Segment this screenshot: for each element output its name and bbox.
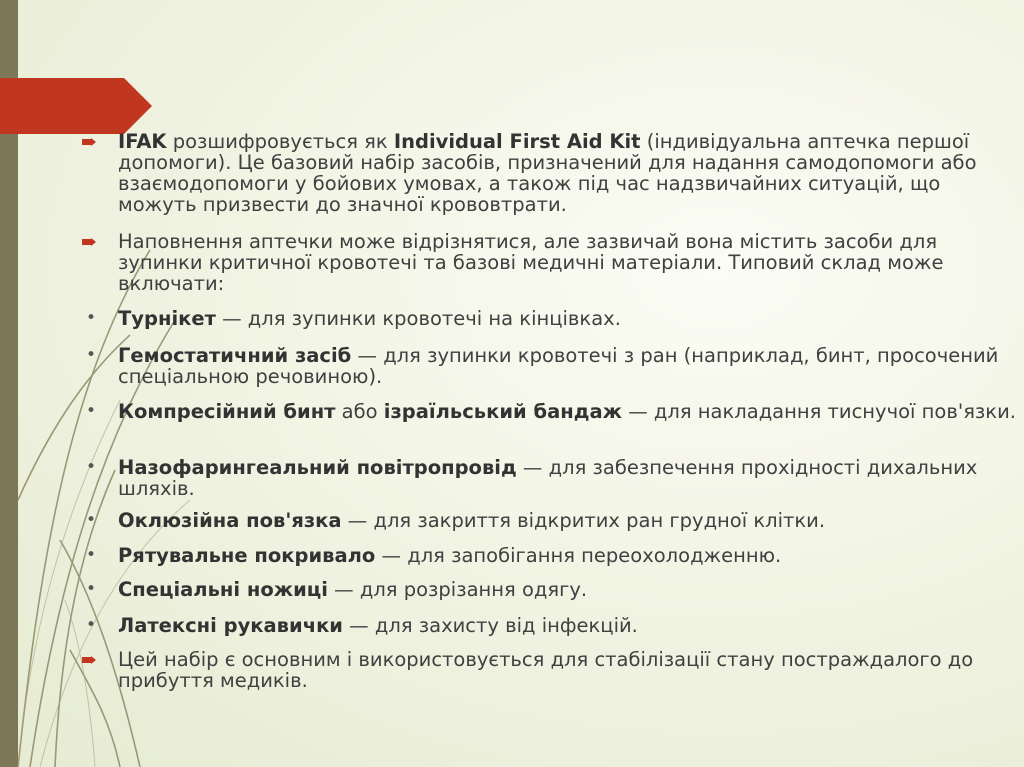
bold-term: Латексні рукавички bbox=[118, 614, 343, 637]
bold-term: ізраїльський бандаж bbox=[383, 400, 623, 423]
dot-bullet-icon bbox=[80, 401, 100, 422]
text-segment: — для зупинки кровотечі з ран (наприклад, бинт, просочений спеціальною речовиною). bbox=[118, 344, 999, 388]
text-segment: Цей набір є основним і використовується для стабілізації стану постраждалого до прибуття медиків. bbox=[118, 648, 974, 692]
bold-term: Оклюзійна пов'язка bbox=[118, 509, 342, 532]
dot-bullet-icon bbox=[80, 345, 100, 366]
bold-term: Назофарингеальний повітропровід bbox=[118, 456, 517, 479]
text-segment: Наповнення аптечки може відрізнятися, але зазвичай вона містить засоби для зупинки критичної кровотечі та базові медичні матеріали. Типовий склад може включати: bbox=[118, 230, 944, 295]
red-banner-shape bbox=[0, 78, 152, 134]
bold-term: Компресійний бинт bbox=[118, 400, 336, 423]
dot-bullet-item bbox=[80, 579, 1018, 600]
text-segment: — для забезпечення прохідності дихальних шляхів. bbox=[118, 456, 978, 500]
arrow-bullet-icon bbox=[80, 649, 100, 670]
bold-term: Турнікет bbox=[118, 307, 216, 330]
text-segment: — для запобігання переохолодженню. bbox=[375, 544, 782, 567]
text-segment: — для захисту від інфекцій. bbox=[342, 614, 638, 637]
text-segment: (індивідуальна аптечка першої допомоги). Це базовий набір засобів, призначений для надання самодопомоги або взаємодопомоги у бойових умовах, а також під час надзвичайних ситуацій, що можуть призвести до значної крововтрати. bbox=[118, 130, 977, 216]
dot-bullet-icon bbox=[80, 308, 100, 329]
text-segment: — для розрізання одягу. bbox=[327, 578, 588, 601]
bold-term: Рятувальне покривало bbox=[118, 544, 376, 567]
dot-bullet-icon bbox=[80, 579, 100, 600]
arrow-bullet-item bbox=[80, 131, 1018, 215]
text-segment: — для закриття відкритих ран грудної клітки. bbox=[341, 509, 826, 532]
text-segment: або bbox=[335, 400, 384, 423]
bold-term: Гемостатичний засіб bbox=[118, 344, 352, 367]
bold-term: Individual First Aid Kit bbox=[393, 130, 641, 153]
text-segment: розшифровується як bbox=[166, 130, 394, 153]
dot-bullet-item bbox=[80, 308, 1018, 329]
dot-bullet-icon bbox=[80, 457, 100, 478]
dot-bullet-item bbox=[80, 615, 1018, 636]
dot-bullet-item bbox=[80, 401, 1018, 422]
dot-bullet-item bbox=[80, 545, 1018, 566]
arrow-bullet-item bbox=[80, 649, 1018, 691]
arrow-bullet-item bbox=[80, 231, 1018, 294]
arrow-bullet-icon bbox=[80, 231, 100, 252]
dot-bullet-icon bbox=[80, 545, 100, 566]
dot-bullet-icon bbox=[80, 615, 100, 636]
dot-bullet-item bbox=[80, 345, 1018, 387]
dot-bullet-icon bbox=[80, 510, 100, 531]
bold-term: IFAK bbox=[118, 130, 167, 153]
arrow-bullet-icon bbox=[80, 131, 100, 152]
bold-term: Спеціальні ножиці bbox=[118, 578, 328, 601]
text-segment: — для накладання тиснучої пов'язки. bbox=[622, 400, 1016, 423]
text-segment: — для зупинки кровотечі на кінцівках. bbox=[215, 307, 621, 330]
dot-bullet-item bbox=[80, 510, 1018, 531]
dot-bullet-item bbox=[80, 457, 1018, 499]
